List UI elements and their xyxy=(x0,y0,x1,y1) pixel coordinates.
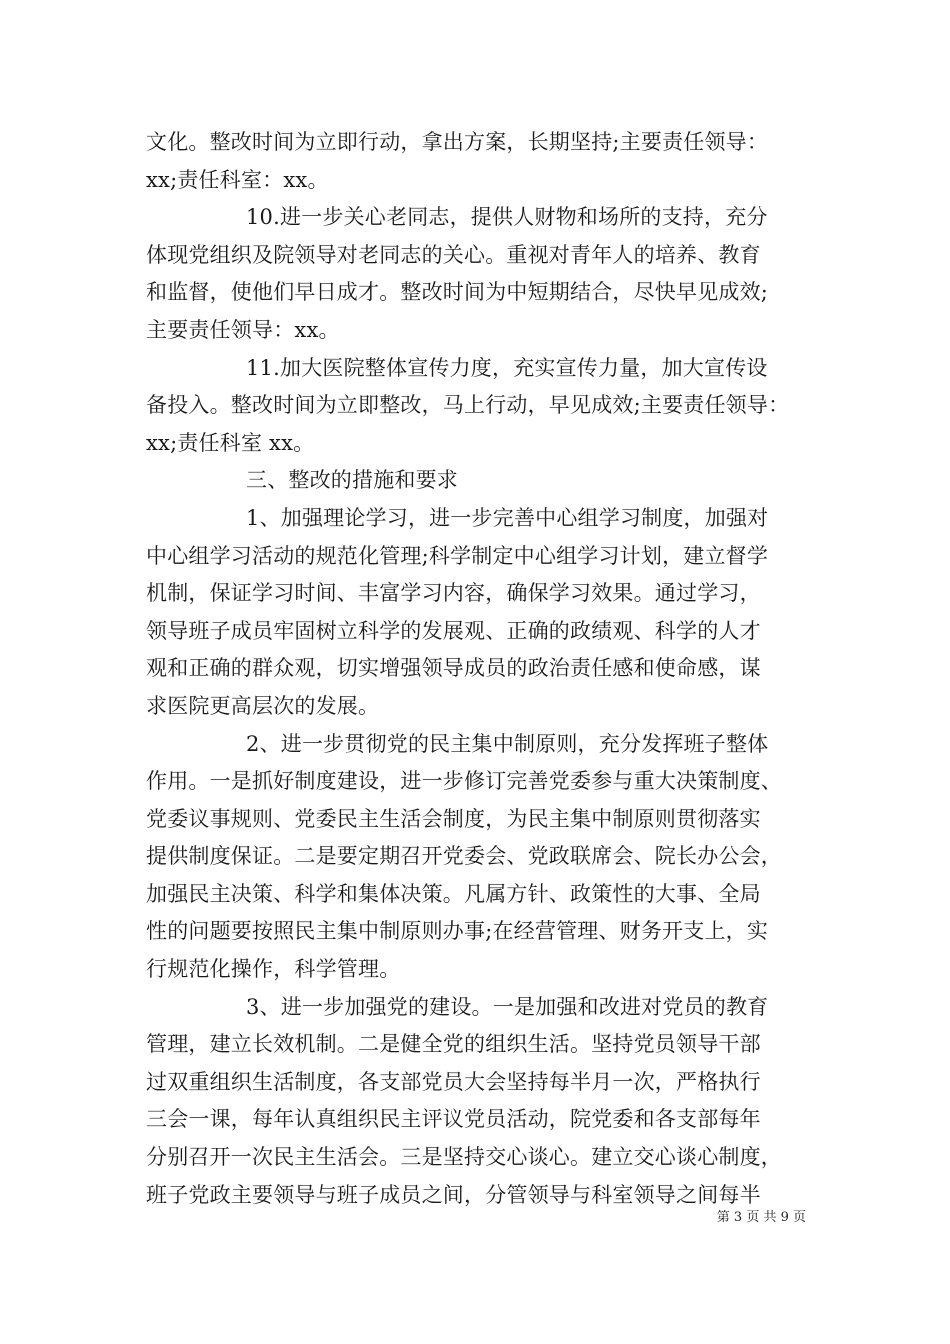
text-line: 体现党组织及院领导对老同志的关心。重视对青年人的培养、教育 xyxy=(146,242,761,267)
text-line: 中心组学习活动的规范化管理;科学制定中心组学习计划，建立督学 xyxy=(146,543,769,568)
text-line: 1、加强理论学习，进一步完善中心组学习制度，加强对 xyxy=(246,505,769,530)
text-line: 11.加大医院整体宣传力度，充实宣传力量，加大宣传设 xyxy=(246,355,768,380)
text-line: 机制，保证学习时间、丰富学习内容，确保学习效果。通过学习， xyxy=(146,581,761,606)
text-line: 性的问题要按照民主集中制原则办事;在经营管理、财务开支上，实 xyxy=(146,919,769,944)
text-line: 10.进一步关心老同志，提供人财物和场所的支持，充分 xyxy=(246,205,768,230)
text-line: xx;责任科室 xx。 xyxy=(146,430,315,455)
text-line: 过双重组织生活制度，各支部党员大会坚持每半月一次，严格执行 xyxy=(146,1069,761,1094)
text-line: 分别召开一次民主生活会。三是坚持交心谈心。建立交心谈心制度， xyxy=(146,1145,782,1170)
text-line: 作用。一是抓好制度建设，进一步修订完善党委参与重大决策制度、 xyxy=(146,769,782,794)
text-line: 行规范化操作，科学管理。 xyxy=(146,957,401,982)
text-line: 和监督，使他们早日成才。整改时间为中短期结合，尽快早见成效; xyxy=(146,280,769,305)
text-line: 管理，建立长效机制。二是健全党的组织生活。坚持党员领导干部 xyxy=(146,1032,761,1057)
text-line: 三、整改的措施和要求 xyxy=(246,468,458,493)
text-line: 3、进一步加强党的建设。一是加强和改进对党员的教育 xyxy=(246,994,769,1019)
text-line: 观和正确的群众观，切实增强领导成员的政治责任感和使命感，谋 xyxy=(146,656,761,681)
text-line: 2、进一步贯彻党的民主集中制原则，充分发挥班子整体 xyxy=(246,731,769,756)
text-line: 党委议事规则、党委民主生活会制度，为民主集中制原则贯彻落实 xyxy=(146,806,761,831)
document-body xyxy=(146,124,806,1214)
text-line: 加强民主决策、科学和集体决策。凡属方针、政策性的大事、全局 xyxy=(146,881,761,906)
text-line: 求医院更高层次的发展。 xyxy=(146,693,380,718)
text-line: 主要责任领导：xx。 xyxy=(146,317,340,342)
text-line: 三会一课，每年认真组织民主评议党员活动，院党委和各支部每年 xyxy=(146,1107,761,1132)
page-number: 第 3 页 共 9 页 xyxy=(716,1210,806,1225)
text-line: 备投入。整改时间为立即整改，马上行动，早见成效;主要责任领导： xyxy=(146,393,790,418)
text-line: 提供制度保证。二是要定期召开党委会、党政联席会、院长办公会， xyxy=(146,844,782,869)
text-line: 班子党政主要领导与班子成员之间，分管领导与科室领导之间每半 xyxy=(146,1182,761,1207)
text-line: 领导班子成员牢固树立科学的发展观、正确的政绩观、科学的人才 xyxy=(146,618,761,643)
text-line: 文化。整改时间为立即行动，拿出方案，长期坚持;主要责任领导： xyxy=(146,130,769,154)
text-line: xx;责任科室：xx。 xyxy=(146,167,329,192)
